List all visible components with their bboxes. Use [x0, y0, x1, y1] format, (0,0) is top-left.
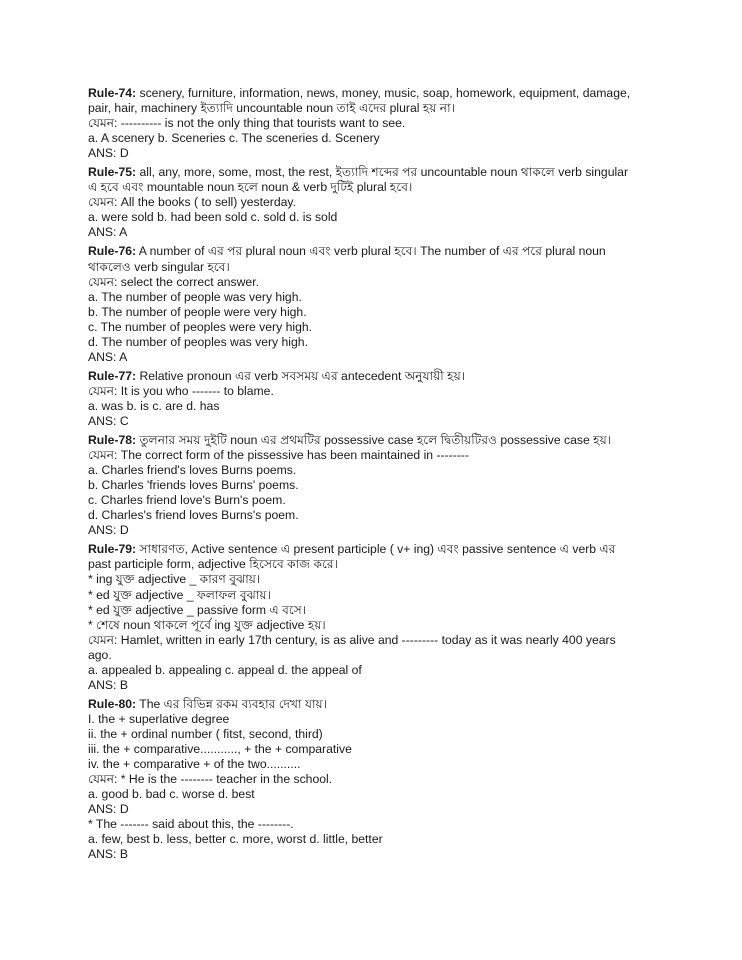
- rule-text-line: ANS: A: [88, 225, 128, 240]
- rule-text-line: past participle form, adjective হিসেবে কাজ করে।: [88, 557, 338, 572]
- rule-text-line: d. Charles's friend loves Burns's poem.: [88, 508, 299, 523]
- rule-text-line: iii. the + comparative..........., + the + comparative: [88, 741, 352, 756]
- rule-description: Relative pronoun এর verb সবসময় এর antecedent অনুযায়ী হয়।: [136, 368, 466, 383]
- rule-title: Rule-78:: [88, 433, 137, 448]
- rule-text-line: যেমন: * He is the -------- teacher in the school.: [88, 772, 333, 787]
- rule-heading-line: [88, 86, 702, 101]
- rule-text-line: a. was b. is c. are d. has: [88, 398, 220, 413]
- rule-title: Rule-79:: [88, 542, 137, 557]
- rule-description: সাধারণত, Active sentence এ present participle ( v+ ing) এবং passive sentence এ verb এর: [136, 542, 616, 557]
- rule-block: [88, 86, 702, 161]
- rule-text-line: a. Charles friend's loves Burns poems.: [88, 463, 297, 478]
- rule-text-line: c. Charles friend love's Burn's poem.: [88, 493, 286, 508]
- rule-text-line: ii. the + ordinal number ( fitst, second, third): [88, 726, 323, 741]
- rule-heading-line: [88, 369, 702, 384]
- rule-text-line: b. Charles 'friends loves Burns' poems.: [88, 478, 299, 493]
- rule-text-line: যেমন: ---------- is not the only thing that tourists want to see.: [88, 116, 406, 131]
- rule-text-line: a. The number of people was very high.: [88, 289, 302, 304]
- rule-text-line: ago.: [88, 647, 112, 662]
- rule-text-line: এ হবে এবং mountable noun হলে noun & verb দুটিই plural হবে।: [88, 180, 413, 195]
- rule-text-line: a. few, best b. less, better c. more, worst d. little, better: [88, 832, 383, 847]
- rule-text-line: ANS: A: [88, 349, 128, 364]
- rule-title: Rule-76:: [88, 244, 137, 259]
- rule-text-line: ANS: D: [88, 146, 129, 161]
- rule-text-line: * শেষে noun থাকলে পূর্বে ing যুক্ত adjective হয়।: [88, 617, 326, 632]
- rule-text-line: ANS: B: [88, 847, 128, 862]
- rule-text-line: যেমন: It is you who ------- to blame.: [88, 383, 274, 398]
- rule-text-line: * ed যুক্ত adjective _ ফলাফল বুঝায়।: [88, 587, 271, 602]
- rule-heading-line: [88, 542, 702, 557]
- rule-text-line: যেমন: All the books ( to sell) yesterday.: [88, 195, 296, 210]
- rule-text-line: a. were sold b. had been sold c. sold d. is sold: [88, 210, 338, 225]
- rule-text-line: pair, hair, machinery ইত্যাদি uncountable noun তাই এদের plural হয় না।: [88, 101, 455, 116]
- rule-heading-line: [88, 433, 702, 448]
- rule-title: Rule-77:: [88, 368, 137, 383]
- rule-heading-line: [88, 697, 702, 712]
- rule-text-line: ANS: D: [88, 523, 129, 538]
- rule-description: তুলনার সময় দুইটি noun এর প্রথমটির possessive case হলে দ্বিতীয়টিরও possessive case হয়।: [136, 433, 612, 448]
- rule-text-line: * The ------- said about this, the --------.: [88, 817, 294, 832]
- rule-text-line: iv. the + comparative + of the two..........: [88, 757, 301, 772]
- rule-text-line: a. appealed b. appealing c. appeal d. the appeal of: [88, 662, 362, 677]
- rule-text-line: যেমন: Hamlet, written in early 17th century, is as alive and --------- today as it was nearly 400 years: [88, 632, 616, 647]
- rule-text-line: a. good b. bad c. worse d. best: [88, 787, 255, 802]
- rule-description: A number of এর পর plural noun এবং verb plural হবে। The number of এর পরে plural noun: [136, 244, 606, 259]
- rule-description: all, any, more, some, most, the rest, ইত্যাদি শব্দের পর uncountable noun থাকলে verb singular: [136, 165, 629, 180]
- rule-description: scenery, furniture, information, news, money, music, soap, homework, equipment, damage,: [136, 86, 631, 100]
- rule-block: [88, 433, 702, 538]
- rule-text-line: ANS: C: [88, 413, 129, 428]
- rule-text-line: থাকলেও verb singular হবে।: [88, 259, 230, 274]
- rule-text-line: I. the + superlative degree: [88, 711, 230, 726]
- rule-text-line: b. The number of people were very high.: [88, 304, 307, 319]
- rule-text-line: যেমন: select the correct answer.: [88, 274, 259, 289]
- rule-text-line: c. The number of peoples were very high.: [88, 319, 313, 334]
- rule-text-line: a. A scenery b. Sceneries c. The sceneries d. Scenery: [88, 131, 380, 146]
- rule-text-line: ANS: D: [88, 802, 129, 817]
- rule-text-line: * ing যুক্ত adjective _ কারণ বুঝায়।: [88, 572, 261, 587]
- rule-text-line: যেমন: The correct form of the pissessive has been maintained in --------: [88, 448, 469, 463]
- rule-block: [88, 369, 702, 429]
- rule-block: [88, 244, 702, 364]
- rule-block: [88, 542, 702, 692]
- rule-description: The এর বিভিন্ন রকম ব্যবহার দেখা যায়।: [136, 696, 328, 711]
- rule-text-line: d. The number of peoples was very high.: [88, 334, 308, 349]
- rule-title: Rule-74:: [88, 86, 137, 100]
- rule-text-line: ANS: B: [88, 677, 128, 692]
- rule-block: [88, 165, 702, 240]
- rule-block: [88, 697, 702, 863]
- rule-title: Rule-75:: [88, 165, 137, 180]
- rule-title: Rule-80:: [88, 696, 137, 711]
- rule-heading-line: [88, 244, 702, 259]
- rule-heading-line: [88, 165, 702, 180]
- rule-text-line: * ed যুক্ত adjective _ passive form এ বসে।: [88, 602, 307, 617]
